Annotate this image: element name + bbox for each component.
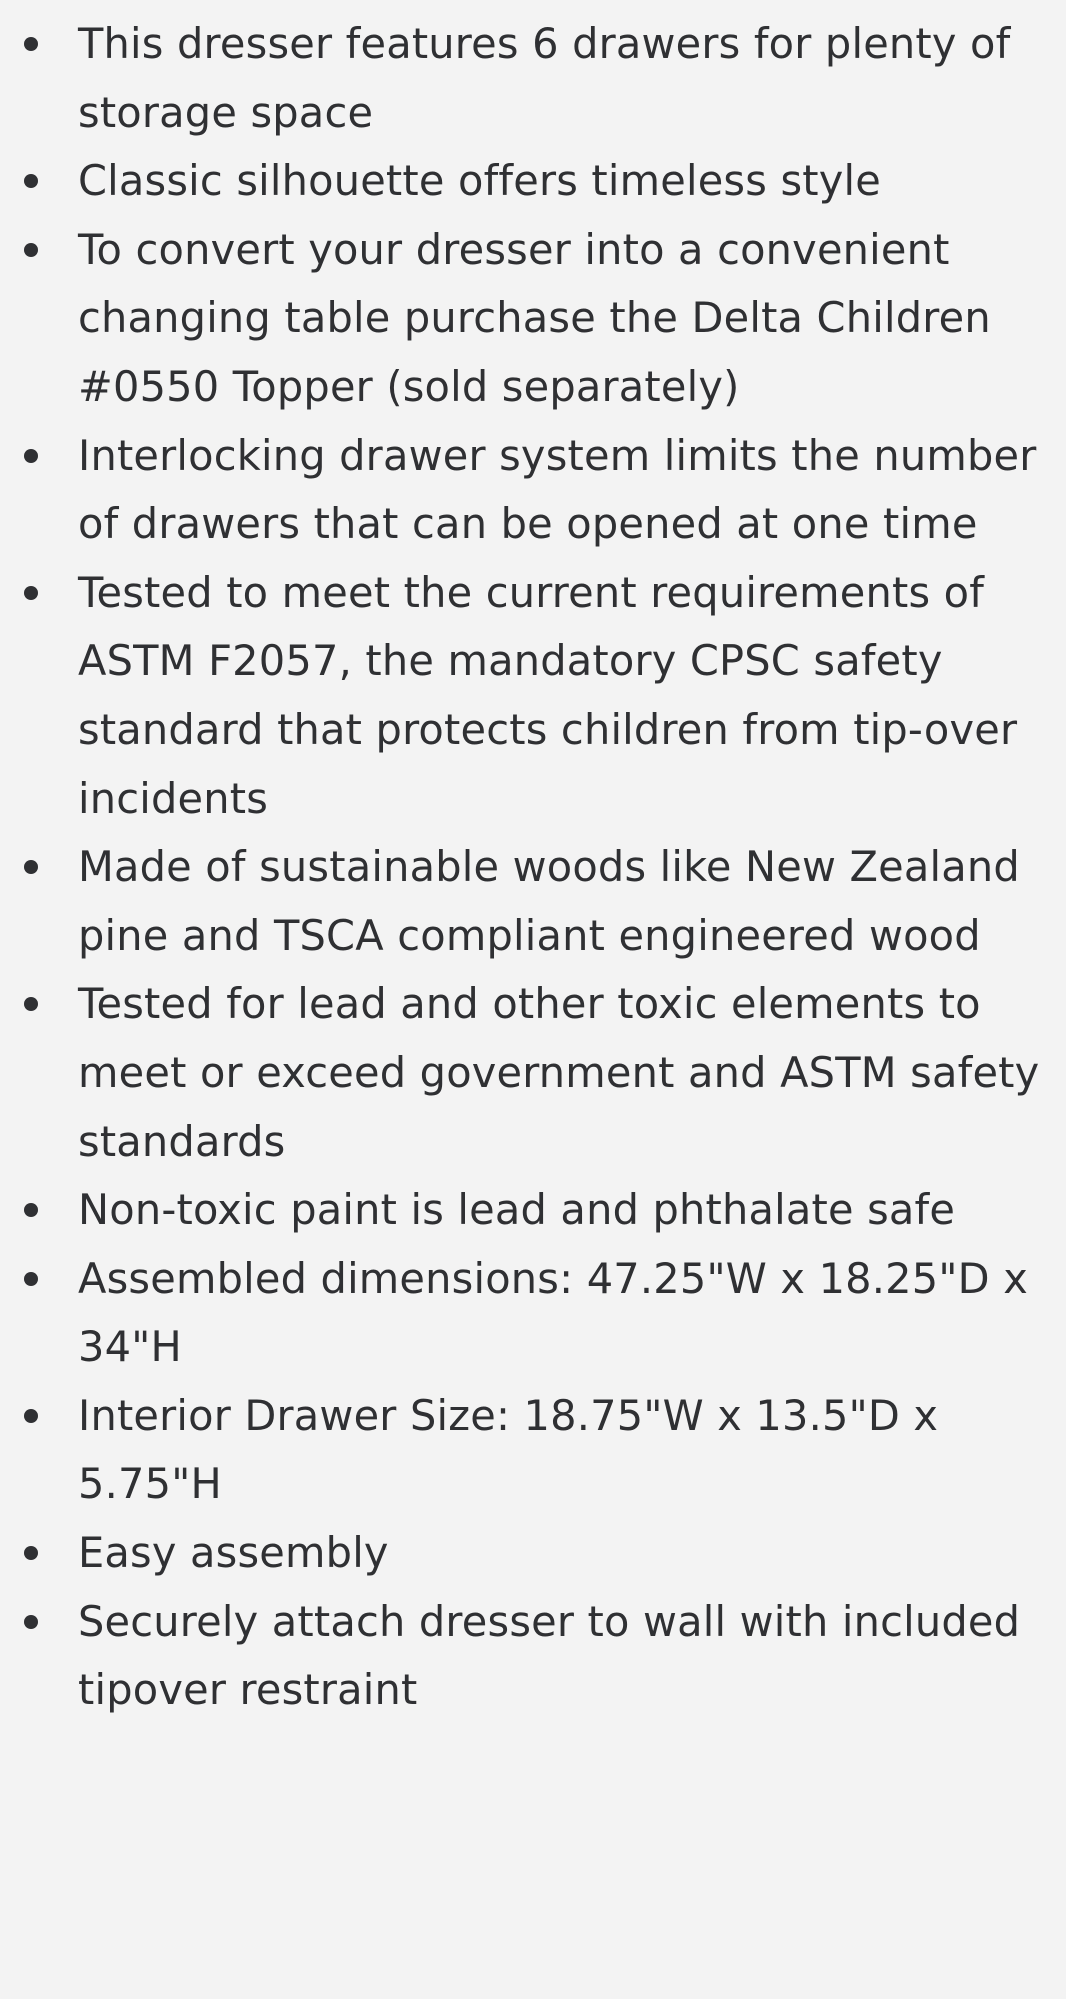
feature-lead-tested: Tested for lead and other toxic elements to meet or exceed government and ASTM safety standards [78,970,1056,1176]
feature-interlocking-drawers: Interlocking drawer system limits the number of drawers that can be opened at one time [78,422,1056,559]
feature-astm-tested: Tested to meet the current requirements of ASTM F2057, the mandatory CPSC safety standard that protects children from tip-over incidents [78,559,1056,833]
feature-drawers: This dresser features 6 drawers for plenty of storage space [78,10,1056,147]
feature-sustainable-woods: Made of sustainable woods like New Zealand pine and TSCA compliant engineered wood [78,833,1056,970]
feature-wall-restraint: Securely attach dresser to wall with included tipover restraint [78,1588,1056,1725]
feature-easy-assembly: Easy assembly [78,1519,1056,1588]
feature-assembled-dimensions: Assembled dimensions: 47.25"W x 18.25"D x 34"H [78,1245,1056,1382]
feature-changing-table-topper: To convert your dresser into a convenient changing table purchase the Delta Children #0550 Topper (sold separately) [78,216,1056,422]
feature-non-toxic-paint: Non-toxic paint is lead and phthalate safe [78,1176,1056,1245]
feature-classic-silhouette: Classic silhouette offers timeless style [78,147,1056,216]
feature-interior-drawer-size: Interior Drawer Size: 18.75"W x 13.5"D x 5.75"H [78,1382,1056,1519]
